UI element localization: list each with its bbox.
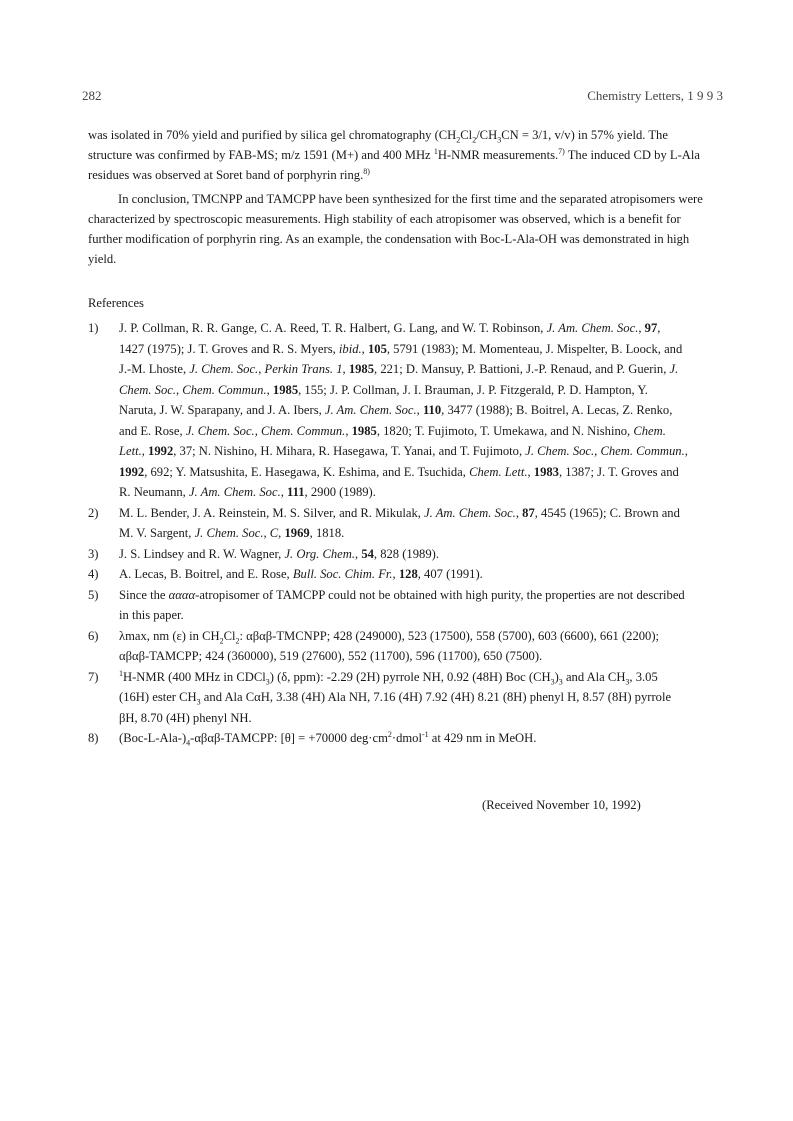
reference-item	[88, 564, 688, 585]
reference-text: $(Boc-L-Ala-)_4-\alpha\beta\alpha\beta$-TAMCPP: [θ] = +70000 $deg\cdot cm^2\cdot dmol^{-1}$ at 429 nm in MeOH.	[119, 729, 537, 748]
reference-number: 6)	[88, 628, 99, 643]
references-heading: References	[88, 296, 144, 310]
page-number: 282	[82, 88, 102, 103]
reference-text: λmax, nm (ε) in $CH_2Cl_2$: αβαβ-TMCNPP; 428 (249000), 523 (17500), 558 (5700), 603 (6600), 661 (2200); αβαβ-TAMCPP; 424 (360000), 519 (27600), 552 (11700), 596 (11700), 650 (7500).	[119, 628, 660, 663]
page-header	[82, 88, 723, 108]
reference-number: 4)	[88, 567, 99, 581]
received-date: (Received November 10, 1992)	[482, 798, 641, 812]
reference-item	[88, 667, 688, 729]
reference-text: $^1$H-NMR (400 MHz in CDCl$_3$) (δ, ppm): -2.29 (2H) pyrrole NH, 0.92 (48H) Boc $(CH_3)_3$ and Ala $CH_3$, 3.05 (16H) ester $CH_3$ and Ala CαH, 3.38 (4H) Ala NH, 7.16 (4H) 7.92 (4H) 8.21 (8H) phenyl H, 8.57 (8H) pyrrole βH, 8.70 (4H) phenyl NH.	[119, 668, 672, 725]
references-list	[88, 318, 688, 749]
reference-number: 5)	[88, 587, 99, 602]
reference-text: A. Lecas, B. Boitrel, and E. Rose, Bull. Soc. Chim. Fr., 128, 407 (1991).	[119, 567, 483, 581]
reference-item	[88, 503, 688, 544]
reference-text: J. P. Collman, R. R. Gange, C. A. Reed, T. R. Halbert, G. Lang, and W. T. Robinson, J. Am. Chem. Soc., 97, 1427 (1975); J. T. Groves and R. S. Myers, ibid., 105, 5791 (1983); M. Momenteau, J. Mispelter, B. Loock, and J.-M. Lhoste, J. Chem. Soc., Perkin Trans. 1, 1985, 221; D. Mansuy, P. Battioni, J.-P. Renaud, and P. Guerin, J. Chem. Soc., Chem. Commun., 1985, 155; J. P. Collman, J. I. Brauman, J. P. Fitzgerald, P. D. Hampton, Y. Naruta, J. W. Sparapany, and J. A. Ibers, J. Am. Chem. Soc., 110, 3477 (1988); B. Boitrel, A. Lecas, Z. Renko, and E. Rose, J. Chem. Soc., Chem. Commun., 1985, 1820; T. Fujimoto, T. Umekawa, and N. Nishino, Chem. Lett., 1992, 37; N. Nishino, H. Mihara, R. Hasegawa, T. Yanai, and T. Fujimoto, J. Chem. Soc., Chem. Commun., 1992, 692; Y. Matsushita, E. Hasegawa, K. Eshima, and E. Tsuchida, Chem. Lett., 1983, 1387; J. T. Groves and R. Neumann, J. Am. Chem. Soc., 111, 2900 (1989).	[119, 321, 688, 499]
paragraph-continuation: was isolated in 70% yield and purified by silica gel chromatography ($CH_2Cl_2/CH_3CN = 3/1$, v/v) in 57% yield. The structure was confirmed by FAB-MS; m/z 1591 (M+) and 400 MHz $^1$H-NMR measurements.$^{7)}$ The induced CD by L-Ala residues was observed at Soret band of porphyrin ring.$^{8)}$	[88, 128, 700, 182]
reference-text: Since the αααα-atropisomer of TAMCPP could not be obtained with high purity, the properties are not described in this paper.	[119, 587, 685, 622]
paragraph-conclusion: In conclusion, TMCNPP and TAMCPP have been synthesized for the first time and the separated atropisomers were characterized by spectroscopic measurements. High stability of each atropisomer was observed, which is a benefit for further modification of porphyrin ring. As an example, the condensation with Boc-L-Ala-OH was demonstrated in high yield.	[88, 192, 703, 266]
reference-item	[88, 544, 688, 565]
reference-number: 8)	[88, 731, 99, 745]
reference-item	[88, 626, 688, 667]
reference-item	[88, 585, 688, 626]
reference-item	[88, 728, 688, 749]
reference-text: M. L. Bender, J. A. Reinstein, M. S. Silver, and R. Mikulak, J. Am. Chem. Soc., 87, 4545 (1965); C. Brown and M. V. Sargent, J. Chem. Soc., C, 1969, 1818.	[119, 505, 680, 540]
reference-item	[88, 318, 688, 503]
reference-number: 1)	[88, 321, 99, 335]
reference-number: 7)	[88, 669, 99, 684]
reference-number: 3)	[88, 546, 99, 561]
reference-number: 2)	[88, 505, 99, 520]
journal-name: Chemistry Letters, 1 9 9 3	[587, 88, 723, 103]
reference-text: J. S. Lindsey and R. W. Wagner, J. Org. Chem., 54, 828 (1989).	[119, 546, 439, 561]
